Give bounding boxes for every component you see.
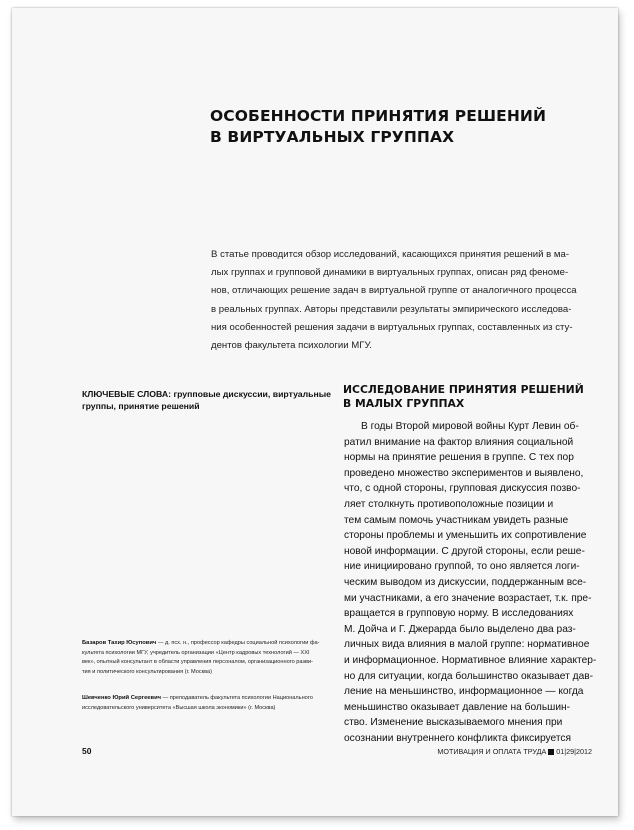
body-line: и информационное. Нормативное влияние характер- [344,654,597,666]
body-line: В годы Второй мировой войны Курт Левин об- [344,421,579,432]
abstract-line: лых группах и групповой динамики в виртуальных группах, описан ряд феноме- [211,267,569,279]
body-line: ние инициировано группой, то оно является логи- [344,561,580,573]
author-info [82,639,344,677]
body-line: ми участниками, а его значение возрастает, т.к. пре- [344,592,592,604]
keywords-line: группы, принятие решений [82,400,200,411]
body-line: М. Дойча и Г. Джерарда было выделено два раз- [344,623,576,635]
title-line: ОСОБЕННОСТИ ПРИНЯТИЯ РЕШЕНИЙ [210,107,547,125]
body-line: но для ситуации, когда большинство оказывает дав- [344,670,594,682]
author-line [82,694,344,704]
body-line: стороны проблемы и уменьшить их сопротивление [344,530,587,542]
body-line: тем самым помочь участникам увидеть разные [344,514,569,526]
body-line: ство. Изменение высказываемого мнения при [344,717,563,729]
author-line [82,639,344,649]
section-heading-line: ИССЛЕДОВАНИЕ ПРИНЯТИЯ РЕШЕНИЙ [343,383,584,396]
section-heading-line: В МАЛЫХ ГРУППАХ [343,397,465,410]
author-description: — д. псх. н., профессор кафедры социальной психологии фа- [156,640,320,646]
author-name: Базаров Тахир Юсупович [82,640,157,646]
title-line: В ВИРТУАЛЬНЫХ ГРУППАХ [210,128,455,146]
keywords-line: КЛЮЧЕВЫЕ СЛОВА: групповые дискуссии, виртуальные [82,389,331,399]
abstract-line: дентов факультета психологии МГУ. [211,340,372,352]
author-info [82,694,344,713]
body-line: нормы на принятие решения в группе. С тех пор [344,452,574,464]
body-line: меньшинство оказывает давление на большин- [344,701,571,713]
body-line: ляет столкнуть противоположные позиции и [344,498,554,510]
section-heading [343,383,603,411]
article-title [210,106,590,148]
author-name: Шевченко Юрий Сергеевич [82,695,162,701]
article-abstract [211,246,591,355]
body-line: что, с одной стороны, групповая дискуссия позво- [344,483,581,495]
journal-name: МОТИВАЦИЯ И ОПЛАТА ТРУДА [437,747,547,756]
author-line: исследовательского университета «Высшая школа экономики» (г. Москва) [82,704,276,711]
body-line: новой информации. С другой стороны, если реше- [344,545,585,557]
author-line: век», опытный консультант в области управления персоналом, организационного разви- [82,659,313,665]
body-line: ление на меньшинство, информационное — когда [344,686,584,698]
page-number: 50 [82,746,92,756]
author-line: тия и политического консультирования (г. Москва) [82,668,213,675]
body-line: ратил внимание на фактор влияния социальной [344,436,574,448]
author-line: культета психологии МГУ, учредитель организации «Центр кадровых технологий — XXI [82,649,310,656]
document-page [12,8,618,816]
body-line: ческим выводом из дискуссии, поддержанным все- [344,576,587,588]
abstract-line: ния особенностей решения задачи в виртуальных группах, составленных из сту- [211,321,573,333]
body-line: личных вида влияния в малой группе: нормативное [344,639,590,651]
journal-footer [437,747,592,756]
body-line: вращается в групповую норму. В исследованиях [344,608,574,620]
author-description: — преподаватель факультета психологии Национального [161,695,313,701]
filled-square-icon [548,749,554,755]
issue-number: 01|29|2012 [556,747,592,756]
keywords-block [82,389,337,412]
abstract-line: в реальных группах. Авторы представили результаты эмпирического исследова- [211,303,572,315]
abstract-line: В статье проводится обзор исследований, касающихся принятия решений в ма- [211,249,570,260]
body-line: проведено множество экспериментов и выявлено, [344,467,584,479]
body-text [344,419,604,746]
body-line: осознании внутреннего конфликта фиксируется [344,732,571,744]
abstract-line: нов, отличающих решение задач в виртуальной группе от аналогичного процесса [211,285,577,297]
